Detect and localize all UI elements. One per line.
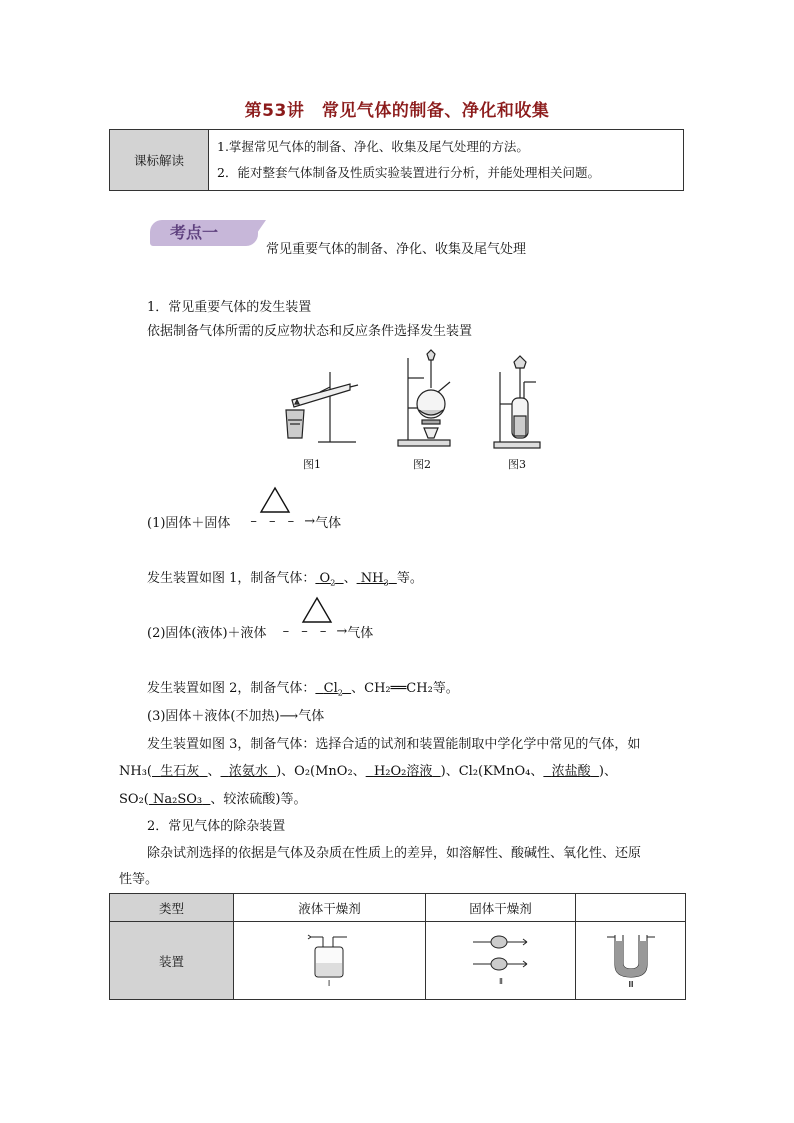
figure-2-apparatus: [394, 348, 456, 450]
dryer-header-solid: 固体干燥剂: [426, 894, 576, 922]
drying-tube-icon: [469, 930, 533, 988]
answer-sub: 3: [383, 578, 389, 588]
reaction-1-reactants: (1)固体＋固体: [147, 516, 231, 531]
figure-1-caption: 图1: [303, 458, 321, 471]
heat-triangle-icon: [259, 486, 291, 514]
answer-blank: [152, 764, 208, 779]
reaction-2-reactants: (2)固体(液体)＋液体: [147, 626, 267, 641]
sentence-3-line-3: [119, 788, 306, 807]
dryer-header-type: 类型: [110, 894, 234, 922]
answer-blank: [315, 571, 343, 586]
sentence-2-post: 、CH₂══CH₂等。: [351, 681, 459, 696]
dryer-table: [109, 893, 686, 1000]
answer-text: H₂O₂溶液: [373, 764, 433, 779]
answer-text: Na₂SO₃: [153, 792, 203, 807]
sentence-1-pre: 发生装置如图 1，制备气体：: [147, 571, 316, 586]
dryer-cell-utube: [576, 922, 686, 1000]
dryer-caption: Ⅱ: [498, 977, 503, 986]
answer-blank: [366, 764, 441, 779]
formula-text: )、O₂(MnO₂、: [276, 764, 366, 779]
reaction-1-product: 气体: [315, 516, 342, 531]
dryer-header-liquid: 液体干燥剂: [234, 894, 426, 922]
answer-blank: [357, 571, 397, 586]
part1-heading-text: 1．常见重要气体的发生装置: [147, 300, 312, 315]
answer-blank: [315, 681, 351, 696]
separator: 、: [207, 764, 221, 779]
formula-text: 、较浓硫酸)等。: [210, 792, 307, 807]
section-badge: 考点一: [150, 220, 258, 246]
sentence-2-pre: 发生装置如图 2，制备气体：: [147, 681, 316, 696]
arrow-head-icon: →: [304, 514, 316, 529]
answer-text: 浓盐酸: [551, 764, 591, 779]
curriculum-table: [109, 129, 684, 191]
reaction-2: [147, 622, 373, 641]
curriculum-item: 1.掌握常见气体的制备、净化、收集及尾气处理的方法。: [217, 139, 529, 154]
dryer-caption: Ⅲ: [627, 980, 634, 989]
part2-heading: 2．常见气体的除杂装置: [147, 819, 286, 834]
curriculum-label: 课标解读: [110, 130, 209, 191]
sentence-3-line-1: 发生装置如图 3，制备气体：选择合适的试剂和装置能制取中学化学中常见的气体，如: [147, 737, 641, 752]
reaction-1: [147, 512, 341, 531]
wash-bottle-icon: [307, 931, 353, 987]
answer-blank: [221, 764, 277, 779]
figure-3-caption: 图3: [508, 458, 526, 471]
dryer-caption: Ⅰ: [327, 979, 330, 987]
formula-text: SO₂(: [119, 792, 149, 807]
dryer-row-label: 装置: [110, 922, 234, 1000]
figure-2-caption: 图2: [413, 458, 431, 471]
dryer-cell-solid: [426, 922, 576, 1000]
answer-text: O: [319, 571, 331, 586]
dryer-header-empty: [576, 894, 686, 922]
reaction-3: (3)固体＋液体(不加热)⟶气体: [147, 709, 325, 724]
sentence-1-post: 等。: [396, 571, 423, 586]
figure-3-apparatus: [490, 352, 548, 450]
section-heading: 常见重要气体的制备、净化、收集及尾气处理: [266, 242, 527, 257]
sentence-2: [147, 677, 459, 698]
dryer-cell-liquid: [234, 922, 426, 1000]
formula-text: )、Cl₂(KMnO₄、: [440, 764, 544, 779]
section-badge-tail: [248, 220, 266, 246]
part1-heading: [147, 296, 311, 315]
u-tube-icon: [603, 929, 659, 989]
answer-sub: 2: [330, 578, 336, 588]
formula-text: NH₃(: [119, 764, 152, 779]
arrow-head-icon: →: [336, 624, 348, 639]
reaction-2-product: 气体: [347, 626, 374, 641]
answer-text: Cl: [323, 681, 338, 696]
answer-blank: [543, 764, 599, 779]
figure-1-apparatus: [280, 362, 366, 448]
part2-intro-line-1: 除杂试剂选择的依据是气体及杂质在性质上的差异，如溶解性、酸碱性、氧化性、还原: [147, 846, 642, 861]
part2-intro-line-2: 性等。: [119, 872, 159, 887]
separator: 、: [343, 571, 357, 586]
answer-blank: [149, 792, 211, 807]
formula-text: )、: [598, 764, 617, 779]
answer-text: NH: [360, 571, 384, 586]
dashed-arrow-icon: – – –: [250, 514, 299, 529]
answer-text: 生石灰: [160, 764, 200, 779]
sentence-1: [147, 567, 423, 588]
answer-sub: 2: [337, 688, 343, 698]
part1-intro: 依据制备气体所需的反应物状态和反应条件选择发生装置: [147, 324, 473, 339]
page-title: 第53讲 常见气体的制备、净化和收集: [244, 101, 550, 121]
dashed-arrow-icon: – – –: [282, 624, 331, 639]
answer-text: 浓氨水: [228, 764, 268, 779]
heat-triangle-icon: [301, 596, 333, 624]
curriculum-content: [209, 130, 684, 191]
curriculum-item: 2．能对整套气体制备及性质实验装置进行分析，并能处理相关问题。: [217, 165, 600, 180]
sentence-3-line-2: [119, 760, 617, 779]
